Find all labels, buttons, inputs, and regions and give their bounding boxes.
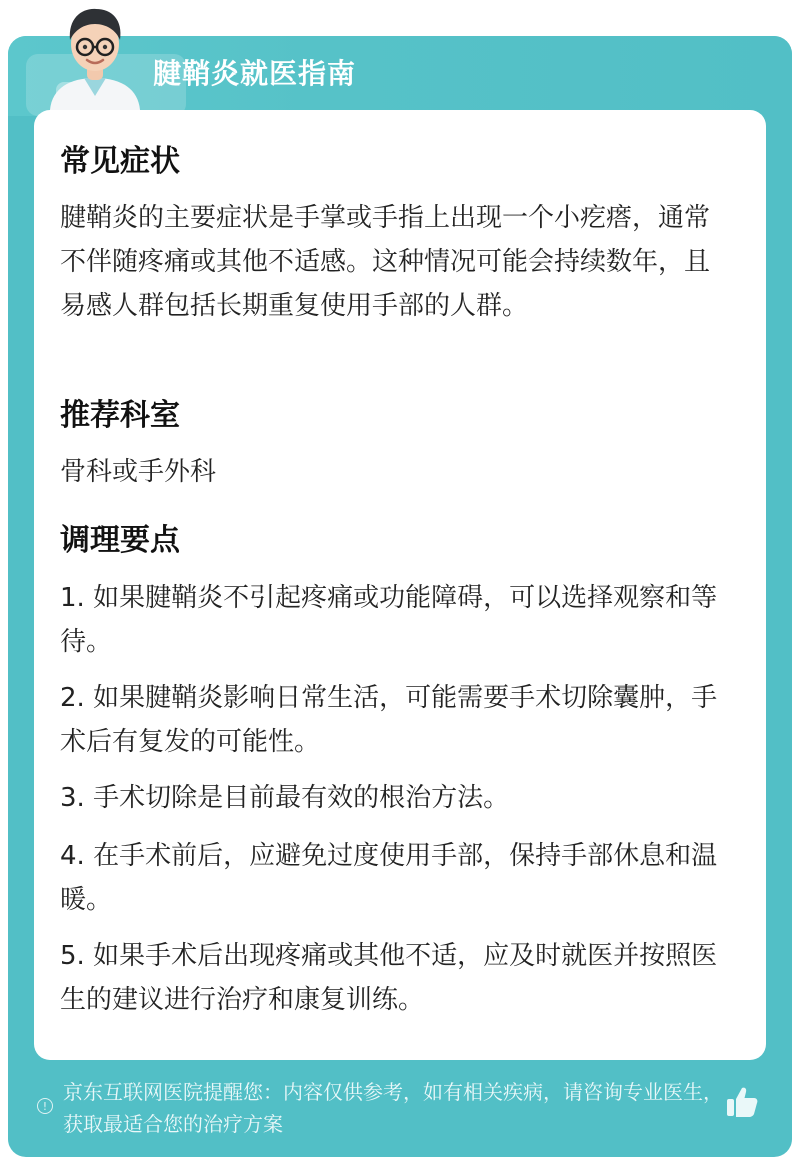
guide-panel [8,36,792,1157]
list-item: 3. 手术切除是目前最有效的根治方法。 [60,783,510,813]
content-card [34,110,766,1060]
section-title-care: 调理要点 [60,523,180,558]
list-item: 2. 如果腱鞘炎影响日常生活，可能需要手术切除囊肿，手术后有复发的可能性。 [60,683,718,757]
info-icon: ! [37,1098,53,1114]
page-title: 腱鞘炎就医指南 [153,57,357,90]
section-title-department: 推荐科室 [60,398,180,433]
doctor-avatar-icon [40,0,150,110]
list-item: 1. 如果腱鞘炎不引起疼痛或功能障碍，可以选择观察和等待。 [60,583,718,657]
list-item: 4. 在手术前后，应避免过度使用手部，保持手部休息和温暖。 [60,841,718,915]
footer-disclaimer: 京东互联网医院提醒您：内容仅供参考，如有相关疾病，请咨询专业医生，获取最适合您的治疗方案 [63,1080,723,1136]
section-body-symptoms: 腱鞘炎的主要症状是手掌或手指上出现一个小疙瘩，通常不伴随疼痛或其他不适感。这种情况可能会持续数年，且易感人群包括长期重复使用手部的人群。 [60,203,711,321]
list-item: 5. 如果手术后出现疼痛或其他不适，应及时就医并按照医生的建议进行治疗和康复训练。 [60,941,718,1015]
section-title-symptoms: 常见症状 [60,144,180,179]
section-body-department: 骨科或手外科 [60,457,217,487]
thumbs-up-icon[interactable] [724,1084,760,1120]
